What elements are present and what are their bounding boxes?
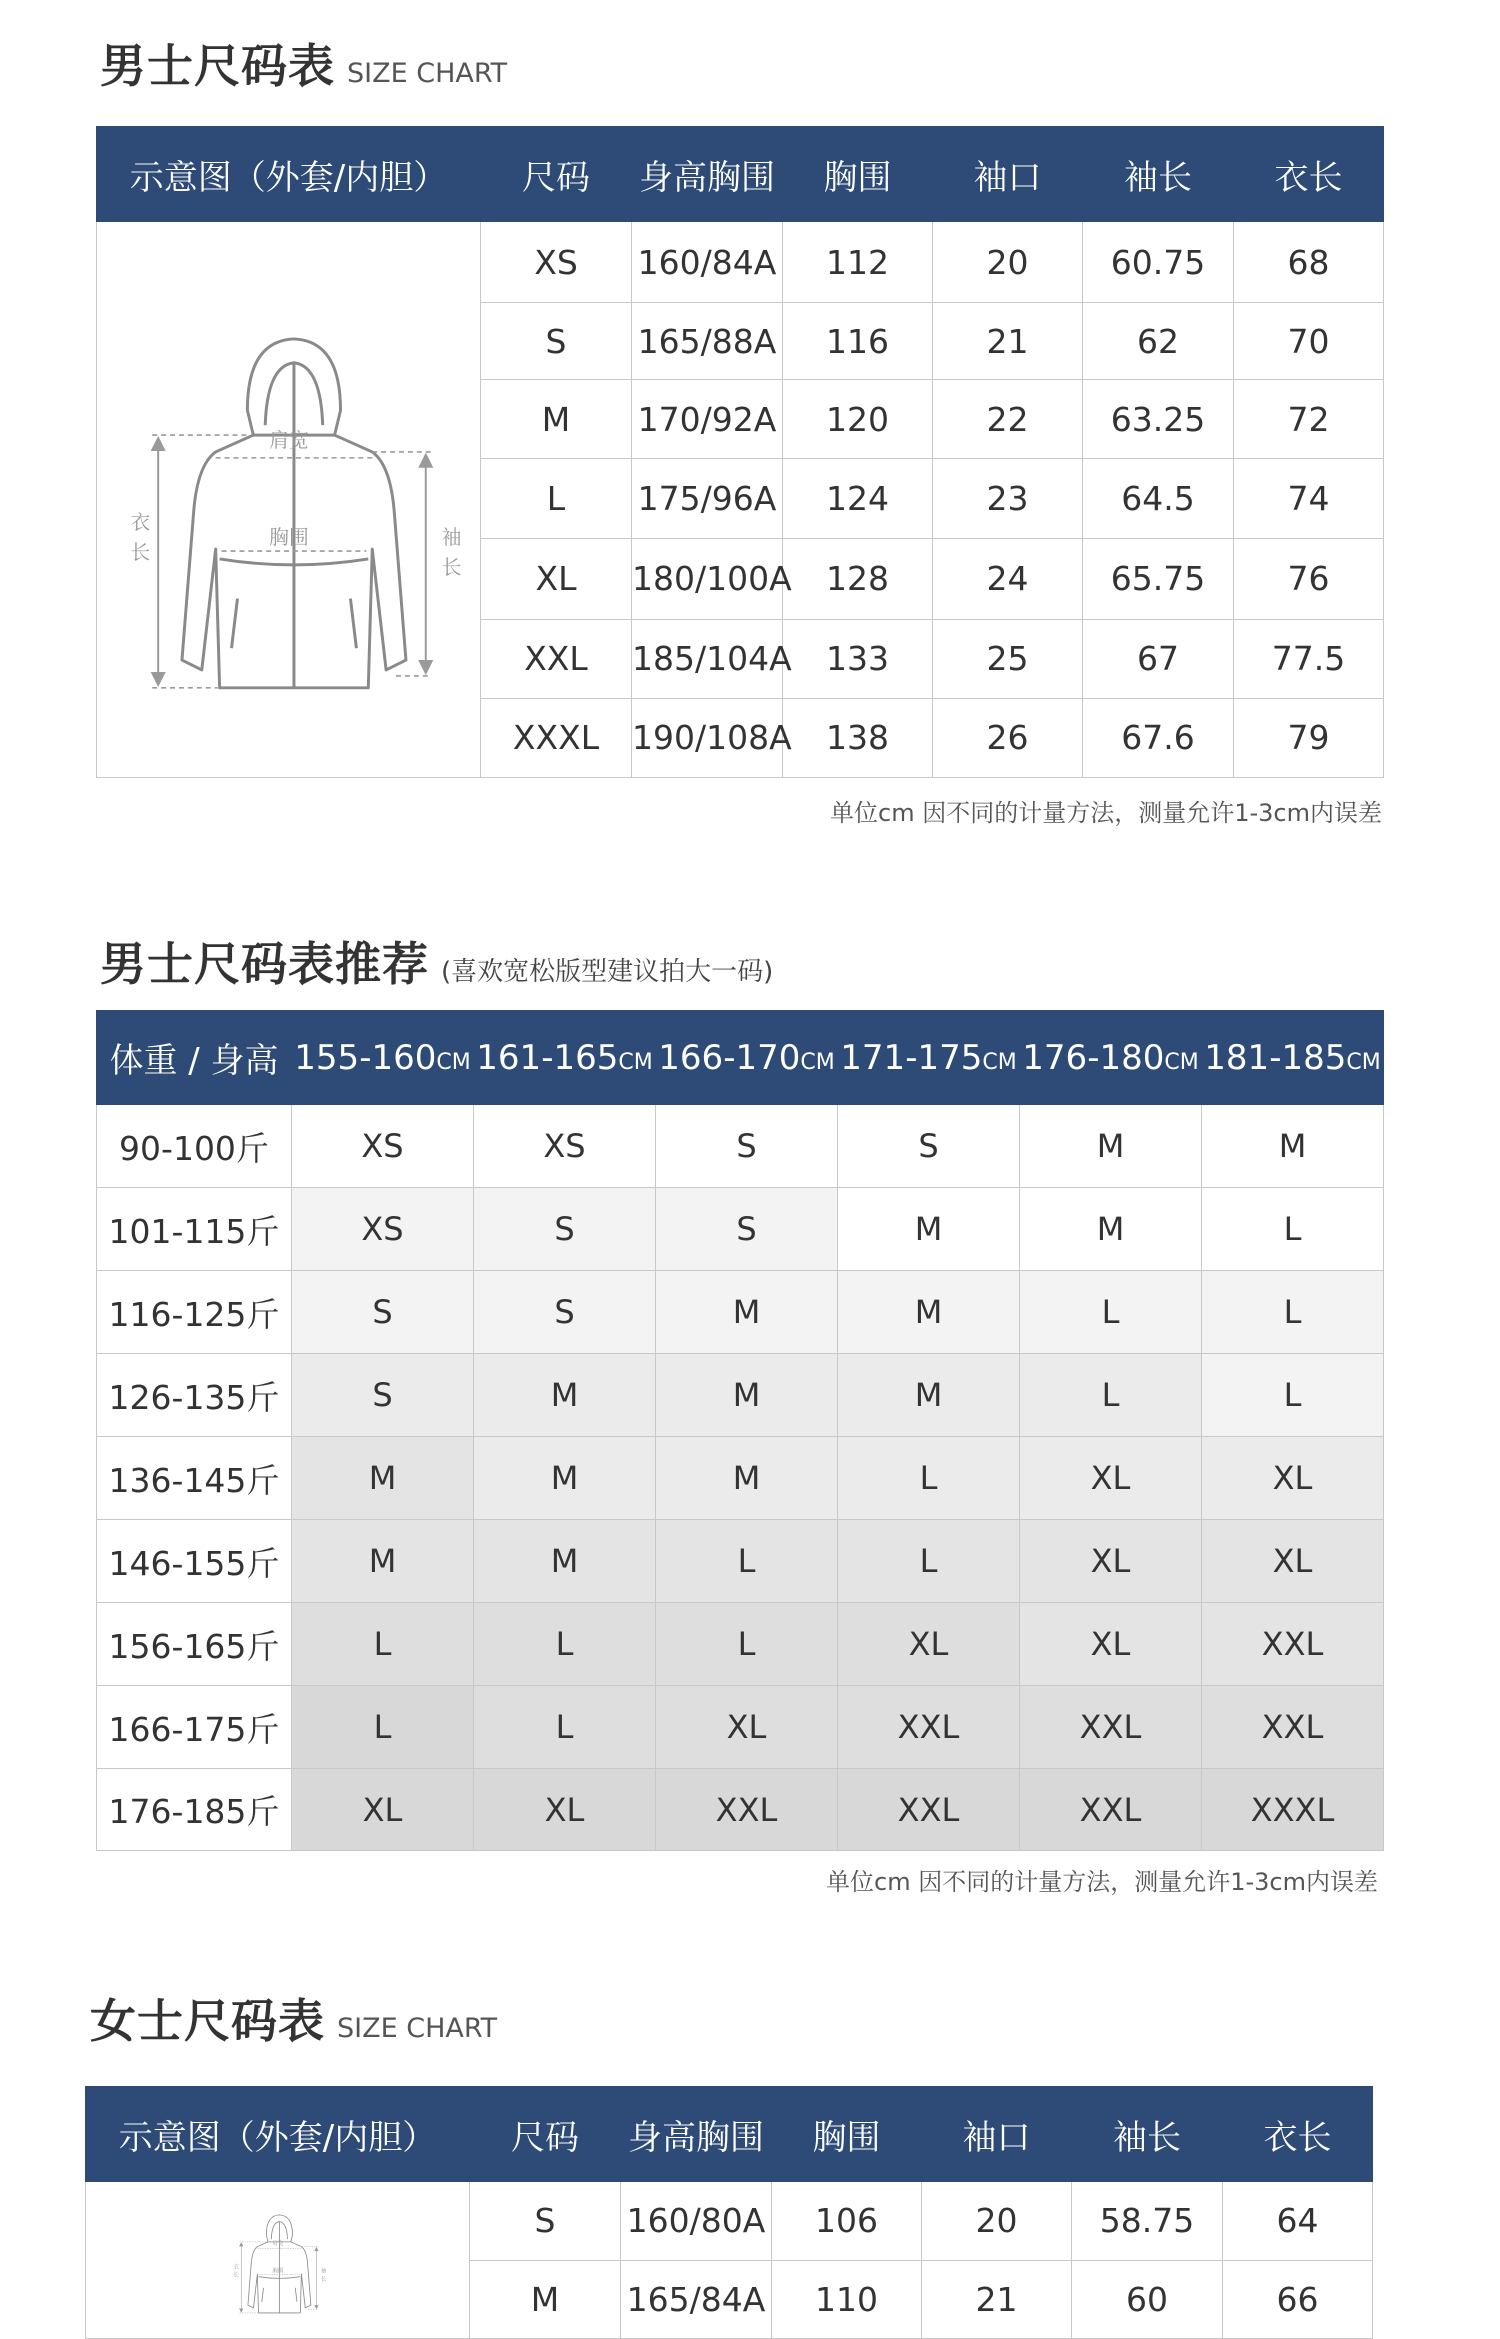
- men-cell-sleeve-length: 65.75: [1083, 538, 1234, 619]
- jacket-diagram: [97, 222, 481, 777]
- men-cell-size: XXL: [481, 619, 632, 698]
- men-cell-sleeve-length: 63.25: [1083, 380, 1234, 459]
- recommend-row: [97, 1271, 1384, 1354]
- recommend-weight-cell: 101-115斤: [97, 1188, 292, 1271]
- women-header-chest: 胸围: [772, 2087, 922, 2182]
- height-unit: CM: [1346, 1049, 1381, 1075]
- recommend-weight-cell: 116-125斤: [97, 1271, 292, 1354]
- men-size-rows: [97, 222, 1384, 778]
- men-recommend-title: [100, 928, 773, 994]
- recommend-height-header: [656, 1011, 838, 1105]
- men-cell-size: XL: [481, 538, 632, 619]
- men-cell-cuff: 25: [933, 619, 1083, 698]
- recommend-corner-header: 体重 / 身高: [97, 1011, 292, 1105]
- recommend-size-cell: L: [292, 1603, 474, 1686]
- men-size-footnote: 单位cm 因不同的计量方法，测量允许1-3cm内误差: [830, 799, 1382, 827]
- diagram-label-length-1: 衣: [233, 2264, 240, 2271]
- women-cell-chest: 106: [772, 2182, 922, 2261]
- recommend-weight-cell: 156-165斤: [97, 1603, 292, 1686]
- men-cell-chest: 133: [783, 619, 933, 698]
- women-header-sleeve-length: 袖长: [1072, 2087, 1223, 2182]
- recommend-height-header: [838, 1011, 1020, 1105]
- men-cell-sleeve-length: 64.5: [1083, 459, 1234, 538]
- recommend-row: [97, 1437, 1384, 1520]
- recommend-rows: [97, 1105, 1384, 1851]
- men-cell-chest: 138: [783, 698, 933, 777]
- recommend-weight-cell: 126-135斤: [97, 1354, 292, 1437]
- men-recommend-table: [96, 1010, 1384, 1851]
- men-cell-size: M: [481, 380, 632, 459]
- recommend-footnote: 单位cm 因不同的计量方法，测量允许1-3cm内误差: [826, 1868, 1378, 1896]
- height-range: 166-170: [658, 1037, 801, 1078]
- height-range: 161-165: [476, 1037, 619, 1078]
- men-cell-height-chest: 175/96A: [632, 459, 783, 538]
- women-title-sub: SIZE CHART: [337, 2013, 498, 2044]
- recommend-height-header: [1202, 1011, 1384, 1105]
- men-header-diagram: 示意图（外套/内胆）: [97, 127, 481, 222]
- men-cell-chest: 128: [783, 538, 933, 619]
- men-cell-cuff: 26: [933, 698, 1083, 777]
- recommend-weight-cell: 166-175斤: [97, 1686, 292, 1769]
- men-cell-size: XXXL: [481, 698, 632, 777]
- men-cell-size: L: [481, 459, 632, 538]
- men-cell-length: 68: [1234, 222, 1384, 303]
- recommend-size-cell: L: [1202, 1271, 1384, 1354]
- recommend-row: [97, 1603, 1384, 1686]
- recommend-size-cell: L: [838, 1520, 1020, 1603]
- height-unit: CM: [618, 1049, 653, 1075]
- diagram-label-shoulder: 肩宽: [269, 428, 309, 452]
- recommend-size-cell: M: [656, 1437, 838, 1520]
- men-cell-length: 79: [1234, 698, 1384, 777]
- men-cell-sleeve-length: 60.75: [1083, 222, 1234, 303]
- recommend-row: [97, 1769, 1384, 1851]
- recommend-size-cell: XXL: [1202, 1686, 1384, 1769]
- recommend-size-cell: M: [1020, 1105, 1202, 1188]
- height-unit: CM: [982, 1049, 1017, 1075]
- recommend-size-cell: S: [838, 1105, 1020, 1188]
- women-size-row: [86, 2182, 1373, 2261]
- women-size-chart-title: [90, 1985, 497, 2051]
- men-size-table: [96, 126, 1384, 778]
- women-header-cuff: 袖口: [922, 2087, 1072, 2182]
- men-cell-sleeve-length: 67.6: [1083, 698, 1234, 777]
- men-cell-cuff: 24: [933, 538, 1083, 619]
- men-cell-height-chest: 165/88A: [632, 303, 783, 380]
- men-cell-size: XS: [481, 222, 632, 303]
- men-size-row: [97, 222, 1384, 303]
- diagram-label-shoulder: 肩宽: [272, 2241, 284, 2248]
- diagram-label-chest: 胸围: [269, 526, 309, 550]
- recommend-size-cell: S: [292, 1354, 474, 1437]
- recommend-size-cell: L: [474, 1686, 656, 1769]
- recommend-weight-cell: 136-145斤: [97, 1437, 292, 1520]
- recommend-size-cell: M: [292, 1520, 474, 1603]
- recommend-size-cell: L: [1202, 1188, 1384, 1271]
- men-header-cuff: 袖口: [933, 127, 1083, 222]
- recommend-size-cell: S: [292, 1271, 474, 1354]
- men-header-height-chest: 身高胸围: [632, 127, 783, 222]
- recommend-size-cell: L: [656, 1603, 838, 1686]
- men-cell-height-chest: 190/108A: [632, 698, 783, 777]
- men-cell-chest: 120: [783, 380, 933, 459]
- recommend-size-cell: XS: [474, 1105, 656, 1188]
- recommend-row: [97, 1354, 1384, 1437]
- men-cell-cuff: 20: [933, 222, 1083, 303]
- women-cell-length: 64: [1223, 2182, 1373, 2261]
- men-cell-sleeve-length: 67: [1083, 619, 1234, 698]
- height-range: 181-185: [1204, 1037, 1347, 1078]
- men-cell-cuff: 23: [933, 459, 1083, 538]
- men-header-sleeve-length: 袖长: [1083, 127, 1234, 222]
- men-cell-chest: 116: [783, 303, 933, 380]
- recommend-weight-cell: 176-185斤: [97, 1769, 292, 1851]
- recommend-size-cell: M: [474, 1520, 656, 1603]
- recommend-size-cell: M: [656, 1271, 838, 1354]
- men-cell-length: 70: [1234, 303, 1384, 380]
- recommend-size-cell: XXL: [1202, 1603, 1384, 1686]
- recommend-header-row: [97, 1011, 1384, 1105]
- recommend-size-cell: L: [1020, 1271, 1202, 1354]
- recommend-size-cell: XS: [292, 1188, 474, 1271]
- men-cell-sleeve-length: 62: [1083, 303, 1234, 380]
- recommend-size-cell: M: [656, 1354, 838, 1437]
- recommend-size-cell: L: [838, 1437, 1020, 1520]
- men-diagram-cell: [97, 222, 481, 778]
- women-cell-size: M: [470, 2260, 621, 2339]
- diagram-label-chest: 胸围: [272, 2268, 284, 2275]
- recommend-size-cell: XL: [1020, 1603, 1202, 1686]
- men-cell-height-chest: 170/92A: [632, 380, 783, 459]
- recommend-size-cell: XL: [1202, 1520, 1384, 1603]
- recommend-row: [97, 1188, 1384, 1271]
- women-header-length: 衣长: [1223, 2087, 1373, 2182]
- recommend-size-cell: L: [474, 1603, 656, 1686]
- women-cell-chest: 110: [772, 2260, 922, 2339]
- recommend-height-header: [1020, 1011, 1202, 1105]
- recommend-size-cell: XXL: [1020, 1769, 1202, 1851]
- recommend-size-cell: XXL: [656, 1769, 838, 1851]
- men-header-chest: 胸围: [783, 127, 933, 222]
- recommend-size-cell: XL: [656, 1686, 838, 1769]
- jacket-diagram: [86, 2182, 470, 2338]
- women-cell-cuff: 21: [922, 2260, 1072, 2339]
- women-header-row: [86, 2087, 1373, 2182]
- recommend-size-cell: M: [292, 1437, 474, 1520]
- men-size-chart-title: [100, 30, 507, 96]
- men-title-main: 男士尺码表: [100, 39, 335, 93]
- recommend-size-cell: L: [292, 1686, 474, 1769]
- height-range: 171-175: [840, 1037, 983, 1078]
- diagram-label-length-1: 衣: [130, 511, 151, 535]
- women-header-diagram: 示意图（外套/内胆）: [86, 2087, 470, 2182]
- height-unit: CM: [1164, 1049, 1199, 1075]
- height-range: 176-180: [1022, 1037, 1165, 1078]
- diagram-label-sleeve-1: 袖: [320, 2268, 327, 2275]
- men-header-length: 衣长: [1234, 127, 1384, 222]
- men-title-sub: SIZE CHART: [347, 58, 508, 89]
- women-size-rows: [86, 2182, 1373, 2339]
- recommend-size-cell: S: [474, 1188, 656, 1271]
- recommend-size-cell: XXL: [1020, 1686, 1202, 1769]
- recommend-row: [97, 1520, 1384, 1603]
- recommend-size-cell: XL: [292, 1769, 474, 1851]
- women-title-main: 女士尺码表: [90, 1994, 325, 2048]
- recommend-size-cell: M: [474, 1437, 656, 1520]
- diagram-label-sleeve-2: 长: [441, 555, 462, 579]
- men-cell-chest: 112: [783, 222, 933, 303]
- men-cell-height-chest: 180/100A: [632, 538, 783, 619]
- women-cell-size: S: [470, 2182, 621, 2261]
- height-unit: CM: [436, 1049, 471, 1075]
- men-recommend-title-main: 男士尺码表推荐: [100, 937, 429, 991]
- recommend-size-cell: S: [656, 1188, 838, 1271]
- recommend-weight-cell: 90-100斤: [97, 1105, 292, 1188]
- recommend-size-cell: M: [1202, 1105, 1384, 1188]
- recommend-height-header: [474, 1011, 656, 1105]
- recommend-height-header: [292, 1011, 474, 1105]
- men-cell-height-chest: 160/84A: [632, 222, 783, 303]
- men-header-size: 尺码: [481, 127, 632, 222]
- women-cell-length: 66: [1223, 2260, 1373, 2339]
- height-unit: CM: [800, 1049, 835, 1075]
- women-cell-sleeve-length: 58.75: [1072, 2182, 1223, 2261]
- recommend-size-cell: XL: [1020, 1437, 1202, 1520]
- recommend-size-cell: XXL: [838, 1686, 1020, 1769]
- women-header-size: 尺码: [470, 2087, 621, 2182]
- women-cell-height-chest: 160/80A: [621, 2182, 772, 2261]
- men-cell-height-chest: 185/104A: [632, 619, 783, 698]
- men-cell-length: 77.5: [1234, 619, 1384, 698]
- men-cell-cuff: 22: [933, 380, 1083, 459]
- recommend-size-cell: XL: [474, 1769, 656, 1851]
- women-cell-height-chest: 165/84A: [621, 2260, 772, 2339]
- recommend-size-cell: XXL: [838, 1769, 1020, 1851]
- women-header-height-chest: 身高胸围: [621, 2087, 772, 2182]
- recommend-size-cell: L: [1202, 1354, 1384, 1437]
- diagram-label-length-2: 长: [233, 2272, 240, 2279]
- women-size-table: [85, 2086, 1373, 2339]
- recommend-size-cell: M: [838, 1354, 1020, 1437]
- women-cell-sleeve-length: 60: [1072, 2260, 1223, 2339]
- men-cell-cuff: 21: [933, 303, 1083, 380]
- diagram-label-sleeve-1: 袖: [441, 526, 462, 550]
- recommend-size-cell: XS: [292, 1105, 474, 1188]
- recommend-size-cell: L: [1020, 1354, 1202, 1437]
- women-diagram-cell: [86, 2182, 470, 2339]
- men-cell-chest: 124: [783, 459, 933, 538]
- recommend-size-cell: S: [474, 1271, 656, 1354]
- men-recommend-note: (喜欢宽松版型建议拍大一码): [441, 957, 774, 987]
- height-range: 155-160: [294, 1037, 437, 1078]
- recommend-size-cell: L: [656, 1520, 838, 1603]
- men-cell-length: 72: [1234, 380, 1384, 459]
- recommend-size-cell: XL: [1202, 1437, 1384, 1520]
- men-cell-size: S: [481, 303, 632, 380]
- recommend-size-cell: M: [838, 1188, 1020, 1271]
- recommend-size-cell: M: [1020, 1188, 1202, 1271]
- recommend-size-cell: S: [656, 1105, 838, 1188]
- recommend-row: [97, 1686, 1384, 1769]
- men-cell-length: 74: [1234, 459, 1384, 538]
- recommend-size-cell: XL: [1020, 1520, 1202, 1603]
- diagram-label-length-2: 长: [130, 540, 151, 564]
- recommend-size-cell: M: [838, 1271, 1020, 1354]
- men-header-row: [97, 127, 1384, 222]
- diagram-label-sleeve-2: 长: [320, 2276, 327, 2283]
- recommend-weight-cell: 146-155斤: [97, 1520, 292, 1603]
- recommend-row: [97, 1105, 1384, 1188]
- recommend-size-cell: XXXL: [1202, 1769, 1384, 1851]
- men-cell-length: 76: [1234, 538, 1384, 619]
- recommend-size-cell: XL: [838, 1603, 1020, 1686]
- recommend-size-cell: M: [474, 1354, 656, 1437]
- women-cell-cuff: 20: [922, 2182, 1072, 2261]
